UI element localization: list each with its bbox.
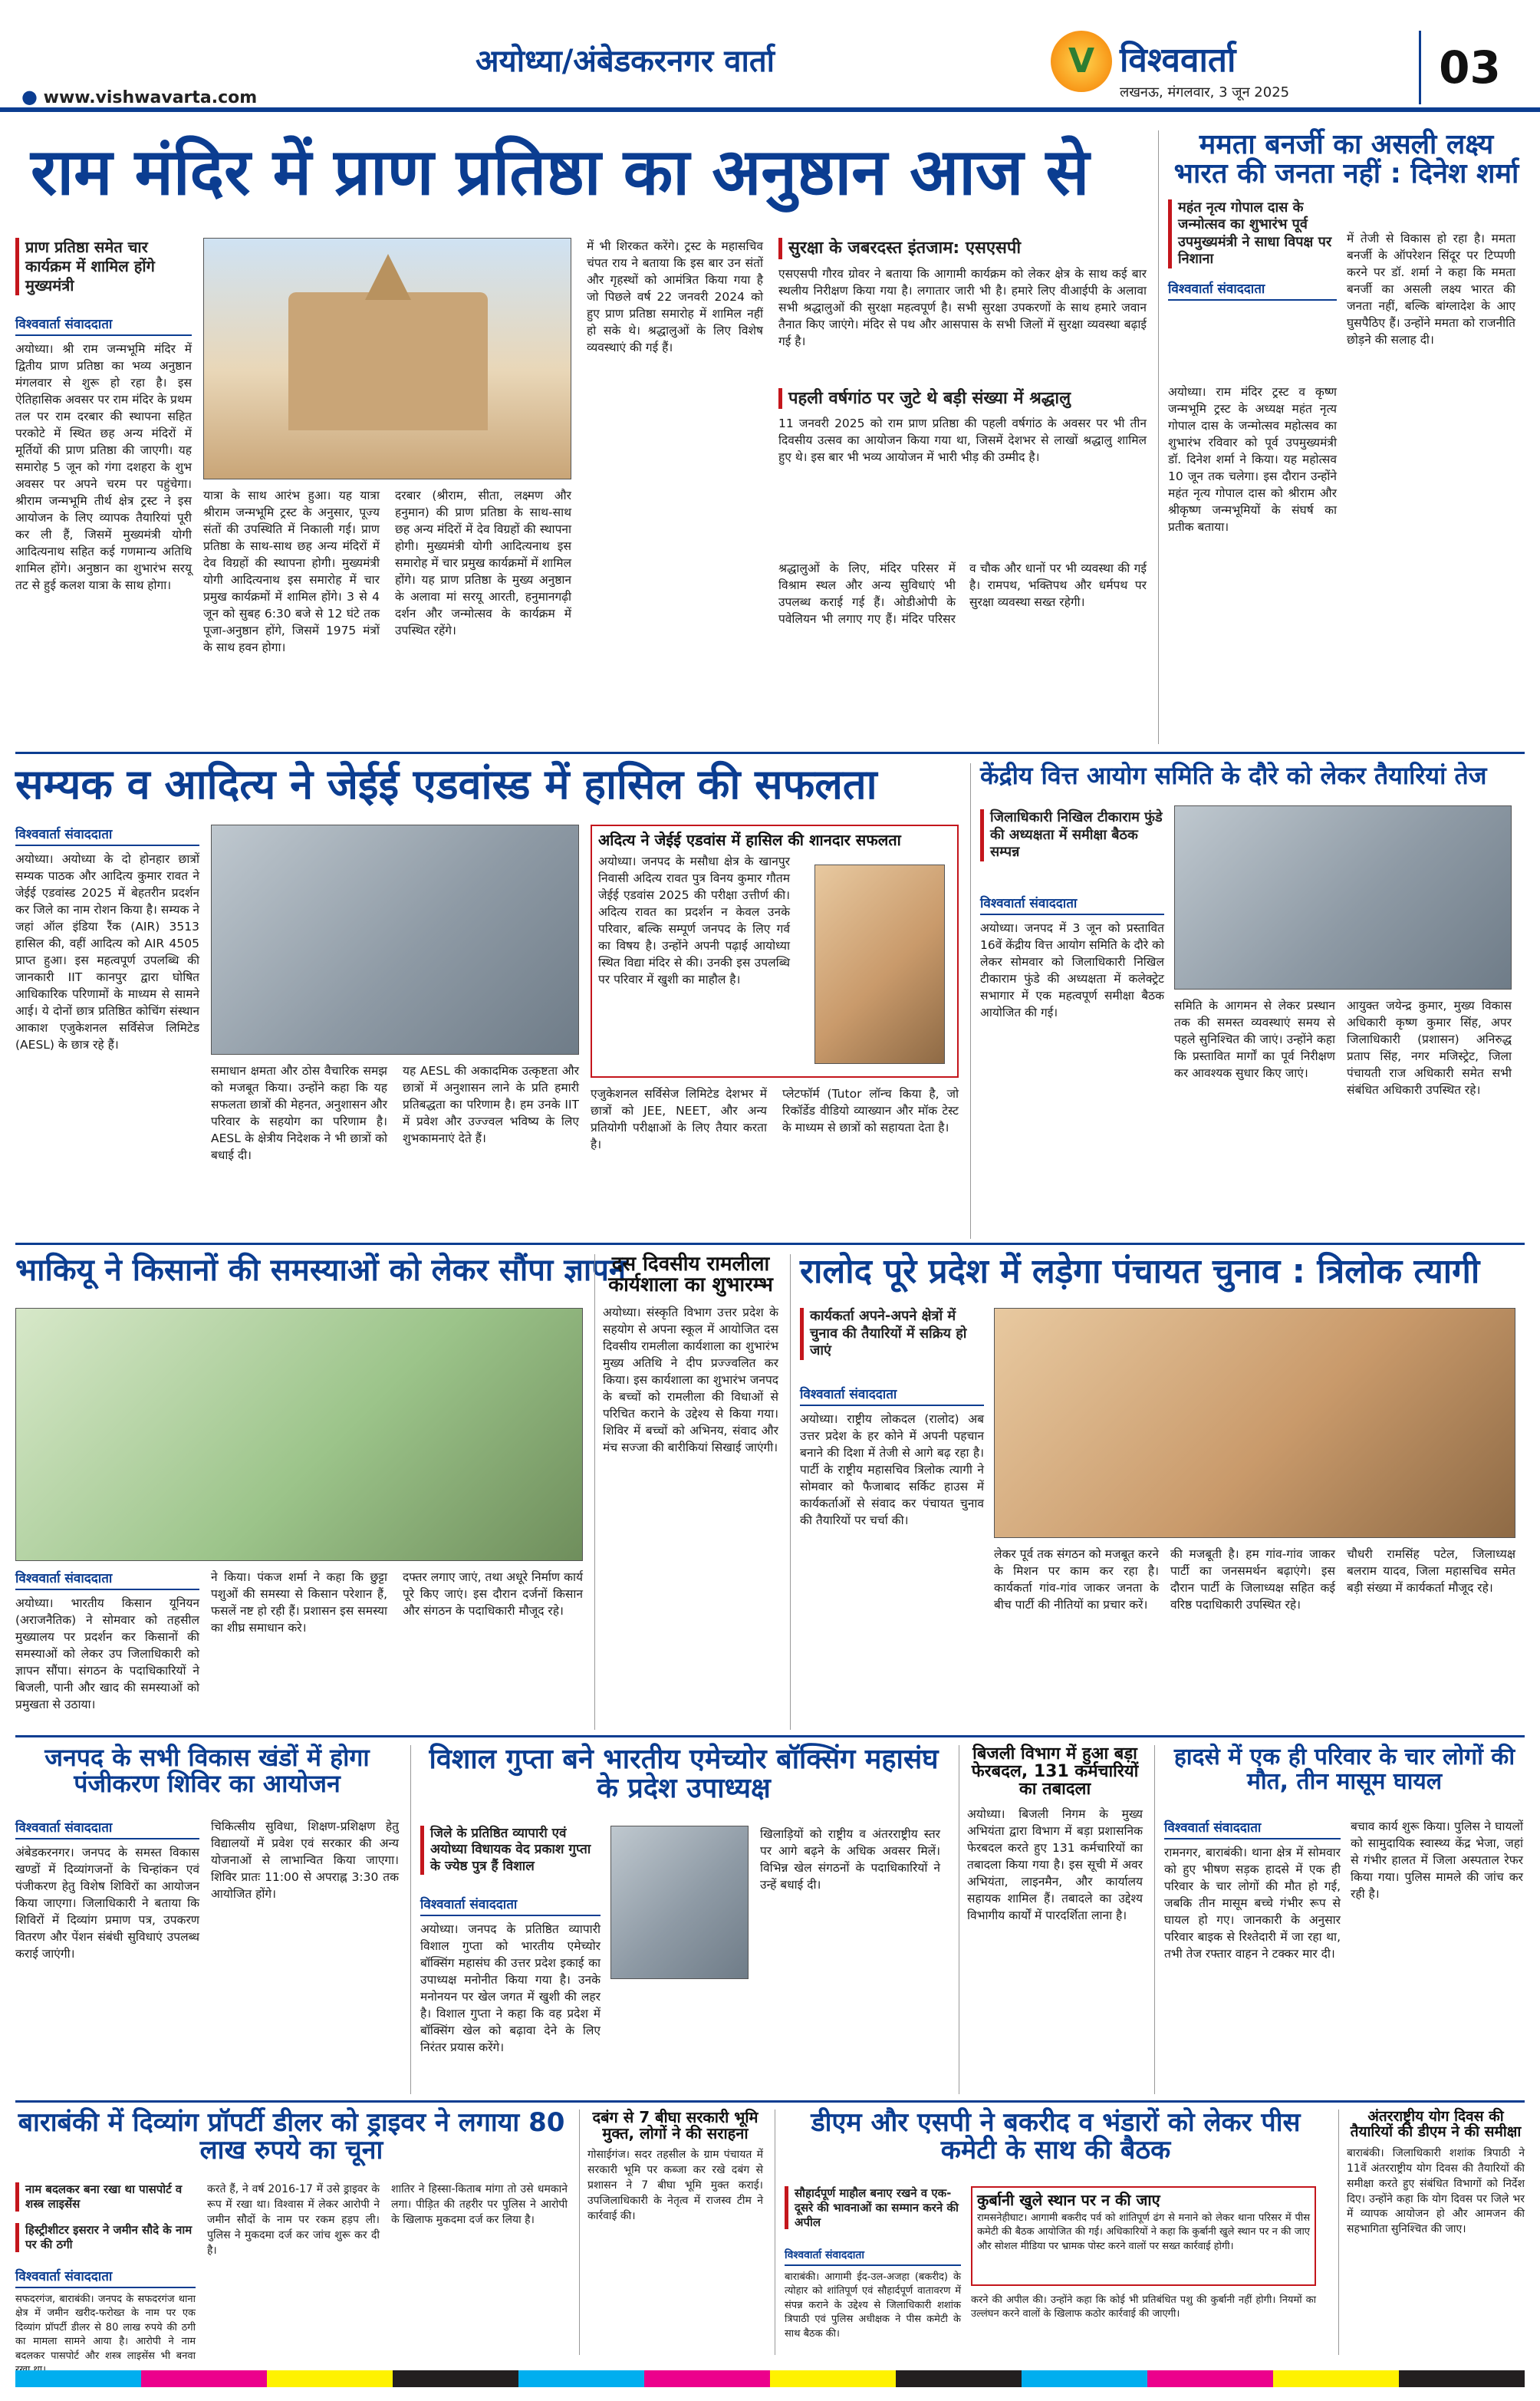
article-body: अयोध्या। अयोध्या के दो होनहार छात्रों सम्यक पाठक और आदित्य कुमार रावत ने जेईई एडवांस्ड 2025 में बेहतरीन प्रदर्शन कर जिले का नाम रोशन किया है। सम्यक ने जहां ऑल इंडिया रैंक (AIR) 3513 हासिल की, वहीं आदित्य को AIR 4505 प्राप्त हुआ। इस महत्वपूर्ण उपलब्धि की जानकारी IIT कानपुर द्वारा घोषित आधिकारिक परिणामों के माध्यम से सामने आई। ये दोनों छात्र प्रतिष्ठित कोचिंग संस्थान आकाश एजुकेशनल सर्विसेज लिमिटेड (AESL) के छात्र रहे हैं। [15,852,199,1052]
byline: विश्ववार्ता संवाददाता [15,1818,199,1839]
article-body-3: आयुक्त जयेन्द्र कुमार, मुख्य विकास अधिकारी कृष्ण कुमार सिंह, अपर जिलाधिकारी (प्रशासन) अनिरुद्ध प्रताप सिंह, नगर मजिस्ट्रेट, जिला पंचायती राज अधिकारी समेत सभी संबंधित अधिकारी उपस्थित रहे। [1347,999,1512,1097]
headline: ममता बनर्जी का असली लक्ष्य भारत की जनता नहीं : दिनेश शर्मा [1173,129,1519,189]
article-peace-committee [775,2107,1327,2355]
kicker-2: हिस्ट्रीशीटर इसरार ने जमीन सौदे के नाम पर की ठगी [15,2223,196,2252]
headline: राम मंदिर में प्राण प्रतिष्ठा का अनुष्ठान आज से [31,134,1090,209]
article-body: रामनगर, बाराबंकी। थाना क्षेत्र में सोमवार को हुए भीषण सड़क हादसे में एक ही परिवार के चार लोगों की मौत हो गई, जबकि तीन मासूम बच्चे गंभीर रूप से घायल हो गए। जानकारी के अनुसार परिवार बाइक से रिश्तेदारी में जा रहा था, तभी तेज रफ्तार वाहन ने टक्कर मार दी। [1164,1846,1341,1961]
kicker: प्राण प्रतिष्ठा समेत चार कार्यक्रम में शामिल होंगे मुख्यमंत्री [15,238,192,295]
byline: विश्ववार्ता संवाददाता [15,315,192,336]
headline: जनपद के सभी विकास खंडों में होगा पंजीकरण शिविर का आयोजन [44,1743,370,1798]
article-property-fraud [15,2107,568,2362]
article-body-2: ने किया। पंकज शर्मा ने कहा कि छुट्टा पशुओं की समस्या से किसान परेशान हैं, फसलें नष्ट हो रही हैं। प्रशासन इस समस्या का शीघ्र समाधान करे। [211,1570,387,1635]
article-ram-mandir [15,130,1147,744]
section-title: अयोध्या/अंबेडकरनगर वार्ता [475,44,775,79]
box-text-3: प्लेटफॉर्म (Tutor लॉन्च किया है, जो रिकॉर्डेड वीडियो व्याख्यान और मॉक टेस्ट के माध्यम से छात्रों को सहायता देता है। [782,1087,959,1135]
article-body: अयोध्या। राम मंदिर ट्रस्ट व कृष्ण जन्मभूमि ट्रस्ट के अध्यक्ष महंत नृत्य गोपाल दास के जन्मोत्सव महोत्सव का शुभारंभ रविवार को पूर्व उपमुख्यमंत्री डॉ. दिनेश शर्मा ने किया। यह महोत्सव 10 जून तक चलेगा। इस दौरान उन्होंने महंत नृत्य गोपाल दास को श्रीराम और श्रीकृष्ण जन्मभूमियों के संघर्ष का प्रतीक बताया। [1168,385,1337,534]
anniversary-heading: पहली वर्षगांठ पर जुटे थे बड़ी संख्या में श्रद्धालु [778,388,1147,410]
article-yoga-day [1338,2110,1525,2355]
box-title: अदित्य ने जेईई एडवांस में हासिल की शानदार सफलता [598,831,901,849]
kicker-1: नाम बदलकर बना रखा था पासपोर्ट व शस्त्र लाइसेंस [15,2182,196,2212]
article-electricity [959,1745,1143,2094]
security-box [778,238,1147,545]
article-body: अयोध्या। श्री राम जन्मभूमि मंदिर में द्वितीय प्राण प्रतिष्ठा का भव्य अनुष्ठान मंगलवार से शुरू हो रहा है। इस ऐतिहासिक अवसर पर राम मंदिर के प्रथम तल पर राम दरबार की स्थापना सहित परकोटे में स्थित छह अन्य मंदिरों में मूर्तियों की प्राण प्रतिष्ठा की जाएगी। यह समारोह 5 जून को गंगा दशहरा के शुभ अवसर पर अपने चरम पर पहुंचेगा। श्रीराम जन्मभूमि तीर्थ क्षेत्र ट्रस्ट ने इस आयोजन के लिए व्यापक तैयारियां पूरी कर ली हैं, जिसमें मुख्यमंत्री योगी आदित्यनाथ सहित कई गणमान्य अतिथि शामिल होंगे। अनुष्ठान का शुभारंभ सरयू तट से हुई कलश यात्रा के साथ होगा। [15,342,192,592]
article-body-2: यात्रा के साथ आरंभ हुआ। यह यात्रा श्रीराम जन्मभूमि ट्रस्ट के अनुसार, पूज्य संतों की उपस्थिति में निकाली गई। प्राण प्रतिष्ठा के साथ-साथ छह अन्य मंदिरों में देव विग्रहों की स्थापना होगी। मुख्यमंत्री योगी आदित्यनाथ इस समारोह में चार प्रमुख कार्यक्रमों में शामिल होंगे। 3 से 4 जून को सुबह 6:30 बजे से 12 घंटे तक पूजा-अनुष्ठान होंगे, जिसमें 1975 मंत्रों के साथ हवन होगा। [203,489,380,654]
article-body-4: में भी शिरकत करेंगे। ट्रस्ट के महासचिव चंपत राय ने बताया कि इस बार उन संतों और गृहस्थों को आमंत्रित किया गया है जो पिछले वर्ष 22 जनवरी 2024 को हुए प्राण प्रतिष्ठा समारोह में शामिल नहीं हो सके थे। श्रद्धालुओं के लिए विशेष व्यवस्थाएं की गई हैं। [587,239,763,354]
vishal-photo [610,1826,749,1979]
article-finance-commission [970,763,1525,1239]
headline: बाराबंकी में दिव्यांग प्रॉपर्टी डीलर को ड्राइवर ने लगाया 80 लाख रुपये का चूना [18,2107,565,2166]
article-body-2: खिलाड़ियों को राष्ट्रीय व अंतरराष्ट्रीय स्तर पर आगे बढ़ने के अधिक अवसर मिलें। विभिन्न खेल संगठनों के पदाधिकारियों ने उन्हें बधाई दी। [760,1827,940,1892]
box-text: रामसनेहीघाट। आगामी बकरीद पर्व को शांतिपूर्ण ढंग से मनाने को लेकर थाना परिसर में पीस कमेटी की बैठक आयोजित की गई। अधिकारियों ने कहा कि कुर्बानी खुले स्थान पर न की जाए और सोशल मीडिया पर भ्रामक पोस्ट करने वालों पर सख्त कार्रवाई होगी। [977,2212,1310,2252]
article-body-3: शातिर ने हिस्सा-किताब मांगा तो उसे धमकाने लगा। पीड़ित की तहरीर पर पुलिस ने आरोपी के खिलाफ मुकदमा दर्ज कर लिया है। [391,2183,568,2226]
kicker: जिलाधिकारी निखिल टीकाराम फुंडे की अध्यक्षता में समीक्षा बैठक सम्पन्न [980,809,1164,861]
byline: विश्ववार्ता संवाददाता [980,894,1164,915]
article-body: गोसाईगंज। सदर तहसील के ग्राम पंचायत में सरकारी भूमि पर कब्जा कर रखे दबंग से प्रशासन ने 7 बीघा भूमि मुक्त कराई। उपजिलाधिकारी के नेतृत्व में राजस्व टीम ने कार्रवाई की। [587,2149,763,2222]
article-body-2: में तेजी से विकास हो रहा है। ममता बनर्जी के ऑपरेशन सिंदूर पर टिप्पणी करने पर डॉ. शर्मा ने कहा कि ममता बनर्जी का असली लक्ष्य भारत की जनता नहीं, बल्कि बांग्लादेश के आए घुसपैठिए हैं। उन्होंने ममता को राजनीति छोड़ने की सलाह दी। [1347,232,1515,347]
kicker: जिले के प्रतिष्ठित व्यापारी एवं अयोध्या विधायक वेद प्रकाश गुप्ता के ज्येष्ठ पुत्र हैं विशाल [420,1826,601,1875]
article-accident [1154,1745,1525,2094]
article-body: अयोध्या। राष्ट्रीय लोकदल (रालोद) अब उत्तर प्रदेश के हर कोने में अपनी पहचान बनाने की दिशा में तेजी से आगे बढ़ रहा है। पार्टी के राष्ट्रीय महासचिव त्रिलोक त्यागी ने सोमवार को फैजाबाद सर्किट हाउस में कार्यकर्ताओं से संवाद कर पंचायत चुनाव की तैयारियों पर चर्चा की। [800,1412,984,1527]
box-text: अयोध्या। जनपद के मसौधा क्षेत्र के खानपुर निवासी अदित्य रावत पुत्र विनय कुमार गौतम जेईई एडवांस 2025 की परीक्षा उत्तीर्ण की। अदित्य रावत का प्रदर्शन न केवल उनके परिवार, बल्कि सम्पूर्ण जनपद के लिए गर्व का विषय है। उन्होंने अपनी पढ़ाई आयोध्या स्थित विद्या मंदिर से की। उनकी इस उपलब्धि पर परिवार में खुशी का माहौल है। [598,855,790,986]
box-text-2: एजुकेशनल सर्विसेज लिमिटेड देशभर में छात्रों को JEE, NEET, और अन्य प्रतियोगी परीक्षाओं के लिए तैयार करता है। [591,1087,767,1151]
article-body-2: समिति के आगमन से लेकर प्रस्थान तक की समस्त व्यवस्थाएं समय से पहले सुनिश्चित की जाएं। उन्होंने कहा कि प्रस्तावित मार्गों का पूर्व निरीक्षण कर आवश्यक सुधार किए जाएं। [1174,999,1335,1080]
article-body: अयोध्या। जनपद के प्रतिष्ठित व्यापारी विशाल गुप्ता को भारतीय एमेच्योर बॉक्सिंग महासंघ की उत्तर प्रदेश इकाई का उपाध्यक्ष मनोनीत किया गया है। उनके मनोनयन पर खेल जगत में खुशी की लहर है। विशाल गुप्ता ने कहा कि वह प्रदेश में बॉक्सिंग खेल को बढ़ावा देने के लिए निरंतर प्रयास करेंगे। [420,1922,601,2054]
headline: केंद्रीय वित्त आयोग समिति के दौरे को लेकर तैयारियां तेज [980,761,1487,790]
byline: विश्ववार्ता संवाददाता [800,1385,984,1406]
kicker: सौहार्दपूर्ण माहौल बनाए रखने व एक-दूसरे की भावनाओं का सम्मान करने की अपील [785,2186,961,2229]
aditya-photo [814,865,945,1064]
headline: डीएम और एसपी ने बकरीद व भंडारों को लेकर पीस कमेटी के साथ की बैठक [811,2107,1301,2166]
article-body-5: श्रद्धालुओं के लिए, मंदिर परिसर में विश्राम स्थल और अन्य सुविधाएं भी उपलब्ध कराई गई हैं। ओडीओपी के पवेलियन भी लगाए गए हैं। मंदिर परिसर व चौक और धानों पर भी व्यवस्था की गई है। रामपथ, भक्तिपथ और धर्मपथ पर सुरक्षा व्यवस्था सख्त रहेगी। [778,562,1147,626]
article-body-2: बचाव कार्य शुरू किया। पुलिस ने घायलों को सामुदायिक स्वास्थ्य केंद्र भेजा, जहां से गंभीर हालत में जिला अस्पताल रेफर किया गया। पुलिस मामले की जांच कर रही है। [1351,1820,1523,1901]
byline: विश्ववार्ता संवाददाता [1168,279,1337,301]
article-body: अंबेडकरनगर। जनपद के समस्त विकास खण्डों में दिव्यांगजनों के चिन्हांकन एवं पंजीकरण हेतु विशेष शिविरों का आयोजन किया जाएगा। जिलाधिकारी ने बताया कि शिविरों में दिव्यांग प्रमाण पत्र, उपकरण वितरण और पेंशन संबंधी सुविधाएं उपलब्ध कराई जाएंगी। [15,1846,199,1961]
byline: विश्ववार्ता संवाददाता [15,2267,196,2288]
byline: विश्ववार्ता संवाददाता [15,825,199,846]
masthead [0,0,1540,112]
students-photo [211,825,579,1055]
article-registration-camp [15,1745,399,2094]
headline: बिजली विभाग में हुआ बड़ा फेरबदल, 131 कर्मचारियों का तबादला [971,1744,1139,1800]
article-ramlila [594,1254,778,1730]
byline: विश्ववार्ता संवाददाता [785,2248,961,2266]
article-body-3: की मजबूती है। हम गांव-गांव जाकर पार्टी का जनसमर्थन बढ़ाएंगे। इस दौरान पार्टी के जिलाध्यक्ष सहित कई वरिष्ठ पदाधिकारी उपस्थित रहे। [1170,1547,1335,1612]
article-body: सफदरगंज, बाराबंकी। जनपद के सफदरगंज थाना क्षेत्र में जमीन खरीद-फरोख्त के नाम पर एक दिव्यांग प्रॉपर्टी डीलर से 80 लाख रुपये की ठगी का मामला सामने आया है। आरोपी ने नाम बदलकर पासपोर्ट और शस्त्र लाइसेंस भी बनवा [15,2294,196,2362]
qurbani-box [971,2186,1316,2286]
website-url[interactable]: ● www.vishwavarta.com [21,86,258,107]
temple-photo [203,238,571,479]
headline: भाकियू ने किसानों की समस्याओं को लेकर सौंपा ज्ञापन [15,1253,627,1288]
kicker: कार्यकर्ता अपने-अपने क्षेत्रों में चुनाव की तैयारियों में सक्रिय हो जाएं [800,1308,984,1360]
article-land-free [579,2110,763,2355]
rld-leaders-photo [994,1308,1515,1538]
headline: हादसे में एक ही परिवार के चार लोगों की मौत, तीन मासूम घायल [1173,1744,1515,1795]
headline: अंतरराष्ट्रीय योग दिवस की तैयारियों की डीएम ने की समीक्षा [1350,2108,1522,2140]
article-body-3: यह AESL की अकादमिक उत्कृष्टता और छात्रों में अनुशासन लाने के प्रति हमारी प्रतिबद्धता का परिणाम है। हम उनके IIT में प्रवेश और उज्ज्वल भविष्य के लिए शुभकामनाएं देते हैं। [403,1064,579,1145]
article-body: अयोध्या। संस्कृति विभाग उत्तर प्रदेश के सहयोग से अपना स्कूल में आयोजित दस दिवसीय रामलीला कार्यशाला का शुभारंभ मुख्य अतिथि ने दीप प्रज्ज्वलित कर किया। इस कार्यशाला का शुभारंभ जनपद के बच्चों को रामलीला की विधाओं से परिचित कराने के उद्देश्य से किया गया। शिविर में बच्चों को अभिनय, संवाद और मंच सज्जा की बारीकियां सिखाई जाएंगी। [603,1305,778,1454]
paper-logo: V [1051,31,1112,92]
paper-name: विश्ववार्ता [1120,41,1236,80]
box-title: कुर्बानी खुले स्थान पर न की जाए [977,2191,1160,2209]
headline: रालोद पूरे प्रदेश में लड़ेगा पंचायत चुनाव : त्रिलोक त्यागी [800,1252,1480,1291]
article-body: बाराबंकी। जिलाधिकारी शशांक त्रिपाठी ने 11वें अंतरराष्ट्रीय योग दिवस की तैयारियों की समीक्षा करते हुए संबंधित विभागों को निर्देश दिए। उन्होंने कहा कि योग दिवस पर जिले भर में व्यापक आयोजन हो और आमजन की सहभागिता सुनिश्चित की जाए। [1347,2146,1525,2236]
security-heading: सुरक्षा के जबरदस्त इंतजाम: एसएसपी [778,238,1147,259]
article-mamata [1158,130,1525,744]
byline: विश्ववार्ता संवाददाता [1164,1818,1341,1839]
print-registration-marks [15,2370,1525,2393]
byline: विश्ववार्ता संवाददाता [420,1895,601,1916]
page-dateline: लखनऊ, मंगलवार, 3 जून 2025 [1120,84,1290,100]
article-body-3: दरबार (श्रीराम, सीता, लक्ष्मण और हनुमान) की प्राण प्रतिष्ठा के साथ-साथ छह अन्य मंदिरों में देव विग्रहों की स्थापना होगी। मुख्यमंत्री योगी आदित्यनाथ इस समारोह में चार प्रमुख कार्यक्रमों में शामिल होंगे। यह प्राण प्रतिष्ठा के मुख्य अनुष्ठान के अलावा मां सरयू आरती, हनुमानगढ़ी दर्शन और जन्मोत्सव के कार्यक्रम में उपस्थित रहेंगे। [395,489,571,637]
web-icon: ● [21,86,38,107]
divider [15,1735,1525,1737]
farmers-photo [15,1308,583,1561]
headline: दबंग से 7 बीघा सरकारी भूमि मुक्त, लोगों ने की सराहना [592,2108,758,2142]
article-body-2: करते हैं, ने वर्ष 2016-17 में उसे ड्राइवर के रूप में रखा था। विश्वास में लेकर आरोपी ने जमीन सौदों के नाम पर रकम हड़प ली। पुलिस ने मुकदमा दर्ज कर जांच शुरू कर दी है। [207,2183,380,2257]
article-body: बाराबंकी। आगामी ईद-उल-अजहा (बकरीद) के त्योहार को शांतिपूर्ण एवं सौहार्दपूर्ण वातावरण में संपन्न कराने के उद्देश्य से जिलाधिकारी शशांक त्रिपाठी एवं पुलिस अधीक्षक ने पीस कमेटी के साथ बैठक की। [785,2271,961,2340]
aditya-box [591,825,959,1078]
article-body-4: चौधरी रामसिंह पटेल, जिलाध्यक्ष बलराम यादव, जिला महासचिव समेत बड़ी संख्या में कार्यकर्ता मौजूद रहे। [1347,1547,1515,1595]
headline: दस दिवसीय रामलीला कार्यशाला का शुभारम्भ [608,1253,773,1297]
byline: विश्ववार्ता संवाददाता [15,1569,199,1590]
article-jee [15,760,959,1239]
article-body-2: समाधान क्षमता और ठोस वैचारिक समझ को मजबूत किया। उन्होंने कहा कि यह सफलता छात्रों की मेहनत, अनुशासन और परिवार के सहयोग का परिणाम है। AESL के क्षेत्रीय निदेशक ने भी छात्रों को बधाई दी। [211,1064,387,1162]
divider [15,2100,1525,2103]
article-body-2: लेकर पूर्व तक संगठन को मजबूत करने के मिशन पर काम कर रहा है। कार्यकर्ता गांव-गांव जाकर जनता के बीच पार्टी की नीतियों का प्रचार करें। [994,1547,1159,1612]
divider [15,752,1525,754]
masthead-rule [0,107,1540,112]
kicker: महंत नृत्य गोपाल दास के जन्मोत्सव का शुभारंभ पूर्व उपमुख्यमंत्री ने साधा विपक्ष पर निशाना [1168,199,1347,268]
article-body-3: दफ्तर लगाए जाएं, तथा अधूरे निर्माण कार्य पूरे किए जाएं। इस दौरान दर्जनों किसान और संगठन के पदाधिकारी मौजूद रहे। [403,1570,583,1618]
article-body-2: चिकित्सीय सुविधा, शिक्षण-प्रशिक्षण हेतु विद्यालयों में प्रवेश एवं सरकार की अन्य योजनाओं से लाभान्वित किया जाएगा। शिविर प्रातः 11:00 से अपराह्न 3:30 तक आयोजित होंगे। [211,1820,399,1901]
headline: सम्यक व आदित्य ने जेईई एडवांस्ड में हासिल की सफलता [15,760,877,809]
article-bkiu [15,1253,627,1730]
headline: विशाल गुप्ता बने भारतीय एमेच्योर बॉक्सिंग महासंघ के प्रदेश उपाध्यक्ष [429,1744,939,1804]
article-body: अयोध्या। बिजली निगम के मुख्य अभियंता द्वारा विभाग में बड़ा प्रशासनिक फेरबदल करते हुए 131 कर्मचारियों का तबादला किया गया है। इस सूची में अवर अभियंता, लाइनमैन, और कार्यालय सहायक शामिल हैं। तबादले का उद्देश्य विभागीय कार्यों में पारदर्शिता लाना है। [967,1807,1143,1923]
article-rld [790,1254,1525,1730]
article-body: अयोध्या। भारतीय किसान यूनियन (अराजनैतिक) ने सोमवार को तहसील मुख्यालय पर प्रदर्शन कर किसानों की समस्याओं को लेकर उप जिलाधिकारी को ज्ञापन सौंपा। संगठन के पदाधिकारियों ने बिजली, पानी और खाद की समस्याओं को प्रमुखता से उठाया। [15,1596,199,1711]
article-boxing [410,1745,947,2094]
article-body: अयोध्या। जनपद में 3 जून को प्रस्तावित 16वें केंद्रीय वित्त आयोग समिति के दौरे को लेकर सोमवार को जिलाधिकारी निखिल टीकाराम फुंडे की अध्यक्षता में कलेक्ट्रेट सभागार में एक महत्वपूर्ण समीक्षा बैठक आयोजित की गई। [980,921,1164,1019]
page-number: 03 [1419,31,1519,104]
security-text: एसएसपी गौरव ग्रोवर ने बताया कि आगामी कार्यक्रम को लेकर क्षेत्र के साथ कई बार स्थलीय निरीक्षण किया गया है। लगातार जारी भी है। हमारे लिए वीआईपी के अलावा सभी श्रद्धालुओं की सुरक्षा महत्वपूर्ण है। सभी सुरक्षा उपकरणों के साथ हमारे जवान तैनात किए जाएंगे। मंदिर से पथ और आसपास के सभी जिलों में सुरक्षा व्यवस्था बढ़ाई गई है। [778,266,1147,348]
divider [15,1243,1525,1245]
anniversary-text: 11 जनवरी 2025 को राम प्राण प्रतिष्ठा की पहली वर्षगांठ के अवसर पर भी तीन दिवसीय उत्सव का आयोजन किया गया था, जिसमें देशभर से लाखों श्रद्धालु शामिल हुए थे। इस बार भी भव्य आयोजन में भारी भीड़ की उम्मीद है। [778,417,1147,464]
article-body-2: करने की अपील की। उन्होंने कहा कि कोई भी प्रतिबंधित पशु की कुर्बानी नहीं होगी। नियमों का उल्लंघन करने वालों के खिलाफ कठोर कार्रवाई की जाएगी। [971,2294,1316,2320]
meeting-photo [1174,805,1512,990]
